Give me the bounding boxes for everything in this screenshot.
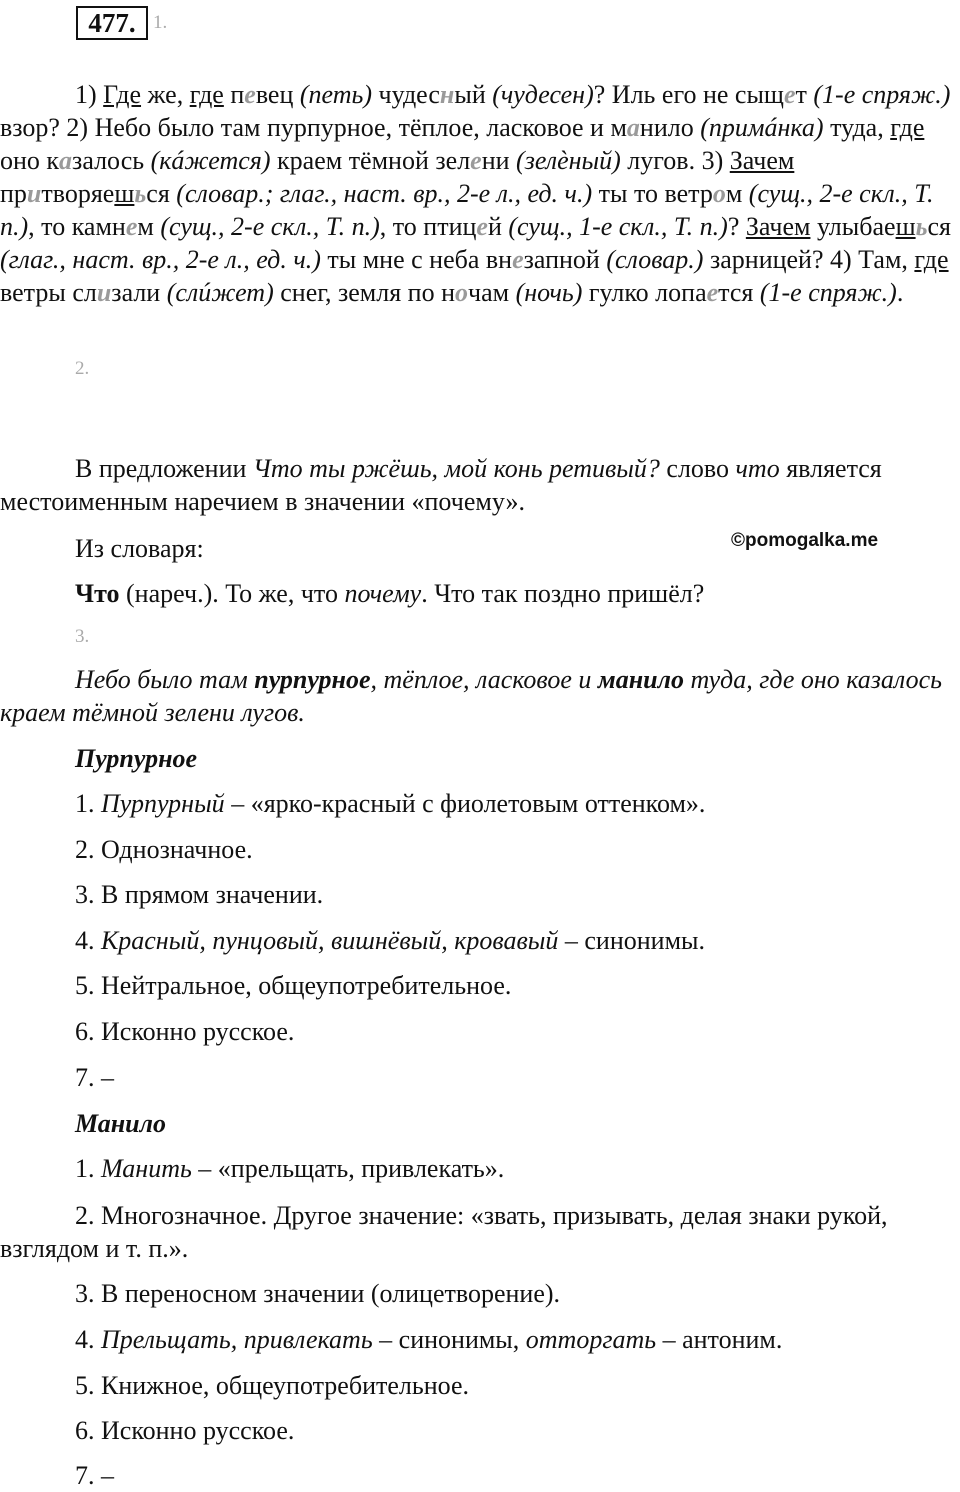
analysis-item: 4. Красный, пунцовый, вишнёвый, кровавый – синонимы. xyxy=(75,926,705,955)
part-marker-3: 3. xyxy=(75,626,90,647)
analysis-item: 1. Пурпурный – «ярко-красный с фиолетовым оттенком». xyxy=(75,789,706,818)
word-heading-purpurnoe: Пурпурное xyxy=(75,744,198,773)
dictionary-entry: Что (нареч.). То же, что почему. Что так поздно пришёл? xyxy=(75,579,705,608)
analysis-item: 1. Манить – «прельщать, привлекать». xyxy=(75,1154,505,1183)
word-heading-manilo: Манило xyxy=(75,1109,166,1138)
part2-paragraph: В предложении Что ты ржёшь, мой конь ретивый? слово что является местоименным наречием в значении «почему». xyxy=(0,454,882,516)
watermark: ©pomogalka.me xyxy=(731,530,879,551)
analysis-item: 5. Нейтральное, общеупотребительное. xyxy=(75,971,512,1000)
exercise-answer-paragraph: 1) Где же, где певец (петь) чудесный (чудесен)? Иль его не сыщет (1-е спряж.) взор? 2) Небо было там пурпурное, тёплое, ласковое и манило (примáнка) туда, где оно казалось (кáжется) краем тёмной зелени (зелѐный) лугов. 3) Зачем притворяешься (словар.; глаг., наст. вр., 2-е л., ед. ч.) ты то ветром (сущ., 2-е скл., Т. п.), то камнем (сущ., 2-е скл., Т. п.), то птицей (сущ., 1-е скл., Т. п.)? Зачем улыбаешься (глаг., наст. вр., 2-е л., ед. ч.) ты мне с неба внезапной (словар.) зарницей? 4) Там, где ветры слизали (слúжет) снег, земля по ночам (ночь) гулко лопается (1-е спряж.). xyxy=(0,80,951,307)
analysis-item: 2. Однозначное. xyxy=(75,835,253,864)
quoted-sentence: Небо было там пурпурное, тёплое, ласковое и манило туда, где оно казалось краем тёмной зелени лугов. xyxy=(0,665,942,727)
analysis-item: 3. В прямом значении. xyxy=(75,880,324,909)
part-marker-2: 2. xyxy=(75,358,90,379)
exercise-number: 477. xyxy=(76,6,148,40)
analysis-item: 4. Прельщать, привлекать – синонимы, отторгать – антоним. xyxy=(75,1325,783,1354)
analysis-item: 7. – xyxy=(75,1461,114,1490)
analysis-item: 6. Исконно русское. xyxy=(75,1416,295,1445)
part-marker-1: 1. xyxy=(153,12,168,33)
analysis-item: 3. В переносном значении (олицетворение). xyxy=(75,1279,561,1308)
analysis-item: 5. Книжное, общеупотребительное. xyxy=(75,1371,469,1400)
analysis-item: 6. Исконно русское. xyxy=(75,1017,295,1046)
dictionary-label: Из словаря: xyxy=(75,534,204,563)
analysis-item: 7. – xyxy=(75,1063,114,1092)
analysis-item: 2. Многозначное. Другое значение: «звать, призывать, делая знаки рукой, взглядом и т. п.». xyxy=(0,1201,888,1263)
